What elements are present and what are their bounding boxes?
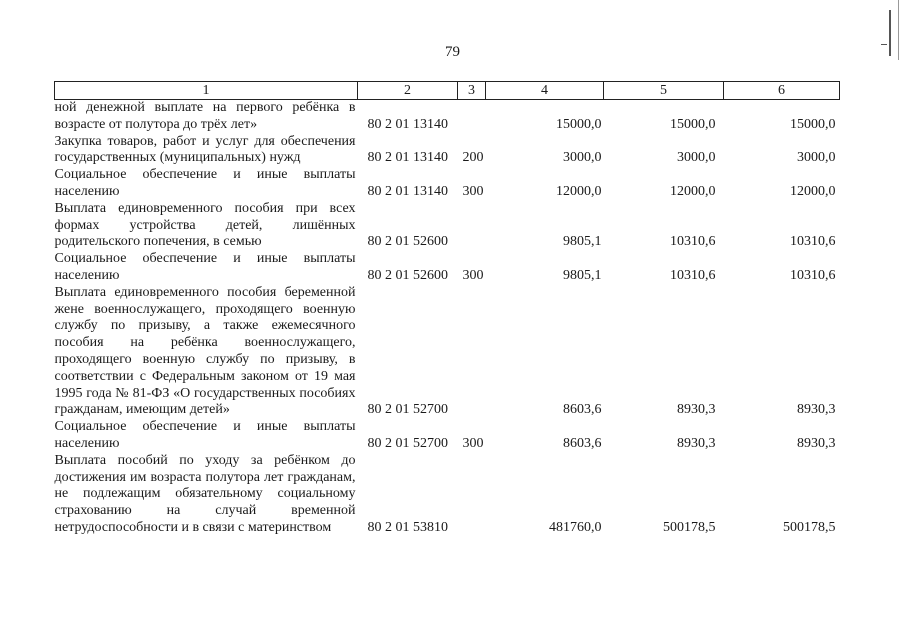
row-expense-type — [458, 201, 486, 251]
table-row — [55, 419, 840, 453]
row-amount-year2: 8930,3 — [677, 402, 716, 418]
budget-table — [54, 81, 840, 537]
row-expense-type: 300 — [462, 435, 484, 451]
row-description: Социальное обеспечение и иные выплаты населению — [54, 419, 356, 451]
row-expense-type — [458, 453, 486, 537]
row-target-code: 80 2 01 52600 — [367, 267, 448, 283]
row-amount-year1: 8603,6 — [563, 402, 602, 418]
row-amount-year3: 12000,0 — [790, 183, 836, 199]
row-expense-type: 300 — [462, 267, 484, 283]
page-number: 79 — [445, 44, 460, 60]
row-amount-year1: 9805,1 — [563, 234, 602, 250]
row-description: Выплата единовременного пособия беременной жене военнослужащего, проходящего военную службу по призыву, а также ежемесячного пособия на ребёнка военнослужащего, проходящего военную службу по призыву, в соответствии с Федеральным законом от 19 мая 1995 года № 81-ФЗ «О государственных пособиях гражданам, имеющим детей» — [54, 284, 356, 418]
table-row — [55, 100, 840, 134]
row-amount-year1: 9805,1 — [563, 267, 602, 283]
row-target-code: 80 2 01 13140 — [367, 116, 448, 132]
row-target-code: 80 2 01 52700 — [367, 435, 448, 451]
row-amount-year3: 500178,5 — [783, 519, 836, 535]
row-amount-year1: 8603,6 — [563, 435, 602, 451]
row-description: Выплата пособий по уходу за ребёнком до достижения им возраста полутора лет гражданам, не подлежащим обязательному социальному страхованию на случай временной нетрудоспособности и в связи с материнством — [54, 452, 356, 535]
row-amount-year2: 10310,6 — [670, 267, 716, 283]
row-target-code: 80 2 01 13140 — [367, 183, 448, 199]
row-amount-year2: 10310,6 — [670, 234, 716, 250]
table-row — [55, 134, 840, 168]
table-row — [55, 453, 840, 537]
row-amount-year1: 3000,0 — [563, 150, 602, 166]
row-amount-year3: 10310,6 — [790, 234, 836, 250]
column-header: 3 — [458, 82, 486, 100]
row-amount-year3: 10310,6 — [790, 267, 836, 283]
row-description: Закупка товаров, работ и услуг для обеспечения государственных (муниципальных) нужд — [54, 133, 356, 166]
column-header: 5 — [604, 82, 724, 100]
row-description: Социальное обеспечение и иные выплаты населению — [54, 167, 356, 199]
row-expense-type: 300 — [462, 183, 484, 199]
row-amount-year2: 8930,3 — [677, 435, 716, 451]
row-amount-year3: 8930,3 — [797, 402, 836, 418]
row-description: Социальное обеспечение и иные выплаты населению — [54, 251, 356, 283]
row-description: ной денежной выплате на первого ребёнка в возрасте от полутора до трёх лет» — [54, 100, 356, 132]
row-amount-year2: 12000,0 — [670, 183, 716, 199]
table-row — [55, 167, 840, 201]
row-amount-year1: 12000,0 — [556, 183, 602, 199]
row-amount-year2: 15000,0 — [670, 116, 716, 132]
row-target-code: 80 2 01 52700 — [367, 402, 448, 418]
row-expense-type — [458, 100, 486, 134]
row-expense-type: 200 — [462, 150, 484, 166]
row-description: Выплата единовременного пособия при всех формах устройства детей, лишённых родительского попечения, в семью — [54, 200, 356, 250]
row-amount-year1: 481760,0 — [549, 519, 602, 535]
row-target-code: 80 2 01 53810 — [367, 519, 448, 535]
column-header: 2 — [358, 82, 458, 100]
table-row — [55, 201, 840, 251]
column-header: 6 — [724, 82, 840, 100]
row-target-code: 80 2 01 13140 — [367, 150, 448, 166]
row-target-code: 80 2 01 52600 — [367, 234, 448, 250]
table-header-row — [55, 82, 840, 100]
table-row — [55, 285, 840, 419]
row-expense-type — [458, 285, 486, 419]
row-amount-year2: 500178,5 — [663, 519, 716, 535]
row-amount-year1: 15000,0 — [556, 116, 602, 132]
row-amount-year3: 8930,3 — [797, 435, 836, 451]
table-row — [55, 251, 840, 285]
column-header: 4 — [486, 82, 604, 100]
row-amount-year2: 3000,0 — [677, 150, 716, 166]
row-amount-year3: 3000,0 — [797, 150, 836, 166]
row-amount-year3: 15000,0 — [790, 116, 836, 132]
column-header: 1 — [55, 82, 358, 100]
